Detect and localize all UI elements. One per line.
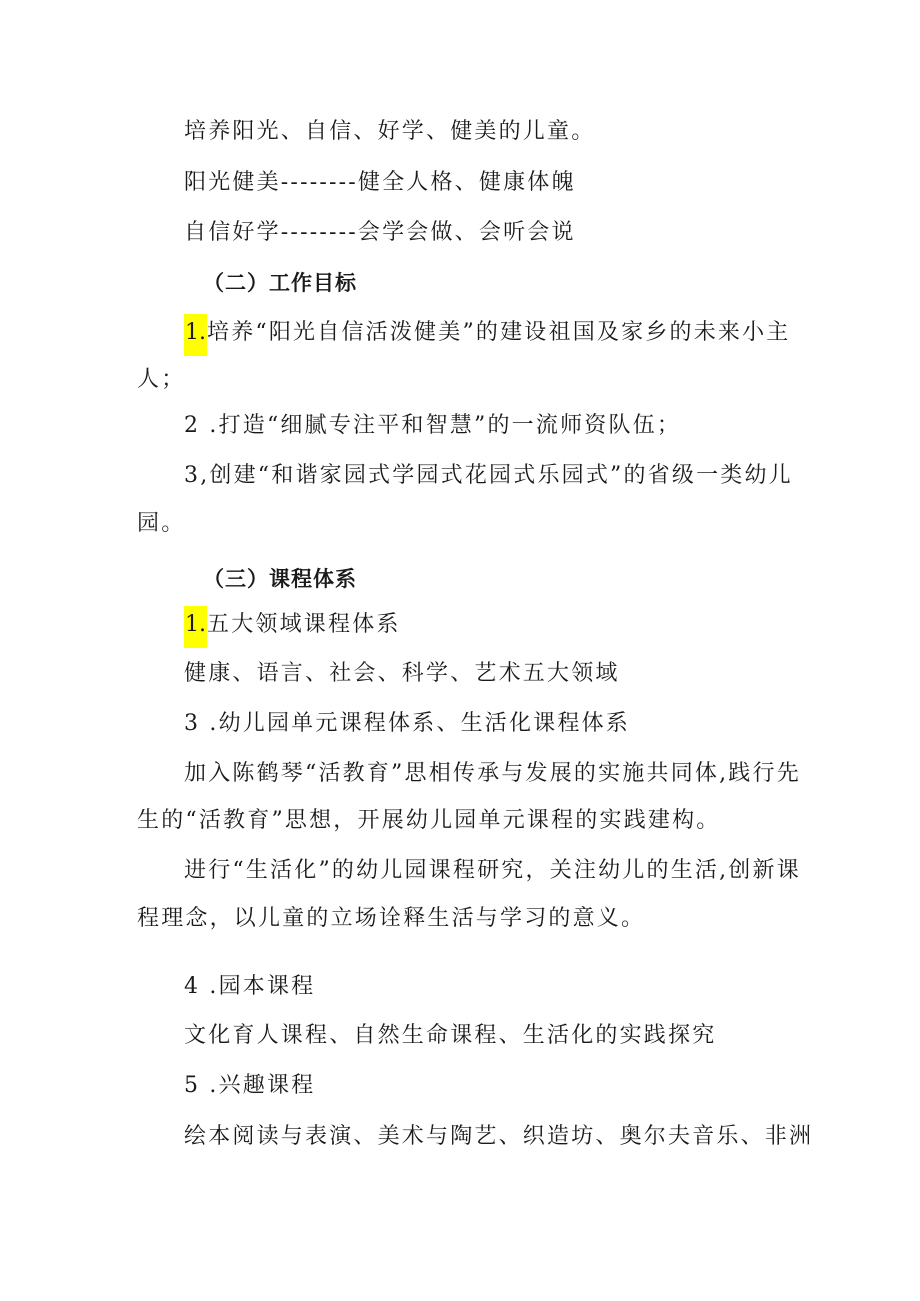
highlighted-number: 1. [184, 314, 207, 356]
intro-line-1: 培养阳光、自信、好学、健美的儿童。 [184, 119, 596, 144]
goal-item-3-continuation: 园。 [137, 511, 186, 536]
section-heading-work-goals: （二）工作目标 [203, 271, 357, 295]
highlighted-number: 1. [184, 606, 207, 648]
goal-item-2: 2 .打造“细腻专注平和智慧”的一流师资队伍； [184, 413, 682, 438]
curriculum-para-2-line-1: 进行“生活化”的幼儿园课程研究，关注幼儿的生活,创新课 [184, 858, 801, 883]
curriculum-item-1-text: 五大领域课程体系 [207, 612, 401, 637]
curriculum-item-5: 5 .兴趣课程 [184, 1073, 316, 1098]
curriculum-item-1-desc: 健康、语言、社会、科学、艺术五大领域 [184, 661, 620, 686]
intro-line-3: 自信好学--------会学会做、会听会说 [184, 220, 576, 245]
curriculum-para-1-line-2: 生的“活教育”思想，开展幼儿园单元课程的实践建构。 [137, 808, 721, 833]
goal-item-1 [184, 318, 791, 356]
section-heading-curriculum: （三）课程体系 [203, 567, 357, 591]
goal-item-1-text: 培养“阳光自信活泼健美”的建设祖国及家乡的未来小主 [207, 320, 791, 345]
curriculum-item-4-desc: 文化育人课程、自然生命课程、生活化的实践探究 [184, 1023, 717, 1048]
goal-item-1-continuation: 人； [137, 367, 186, 392]
curriculum-item-3: 3 .幼儿园单元课程体系、生活化课程体系 [184, 711, 630, 736]
curriculum-item-5-desc: 绘本阅读与表演、美术与陶艺、织造坊、奥尔夫音乐、非洲 [184, 1124, 814, 1149]
goal-item-3: 3,创建“和谐家园式学园式花园式乐园式”的省级一类幼儿 [184, 463, 793, 488]
curriculum-para-2-line-2: 程理念，以儿童的立场诠释生活与学习的意义。 [137, 906, 646, 931]
intro-line-2: 阳光健美--------健全人格、健康体魄 [184, 170, 576, 195]
curriculum-item-4: 4 .园本课程 [184, 974, 316, 999]
curriculum-item-1 [184, 610, 401, 648]
curriculum-para-1-line-1: 加入陈鹤琴“活教育”思相传承与发展的实施共同体,践行先 [184, 761, 801, 786]
